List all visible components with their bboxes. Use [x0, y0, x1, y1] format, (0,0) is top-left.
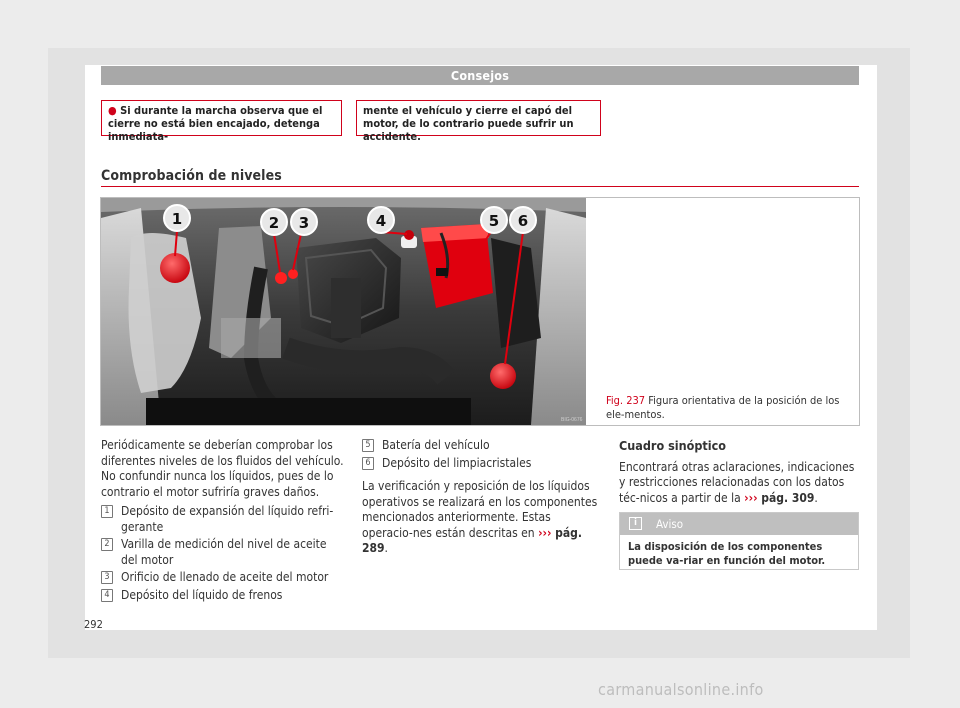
list-item-6 [362, 456, 604, 472]
notice-title: Aviso [656, 517, 684, 531]
item-text-5: Batería del vehículo [382, 438, 490, 452]
list-item-3 [101, 570, 346, 586]
section-title: Comprobación de niveles [101, 168, 282, 184]
callout-2 [261, 209, 287, 235]
list-item-1 [101, 504, 346, 535]
summary-paragraph [619, 460, 861, 507]
notice-box [619, 512, 859, 570]
figure-caption [606, 394, 856, 422]
ref-text: pág. 289 [362, 525, 583, 555]
section-divider [101, 186, 859, 187]
notice-text: La disposición de los componentes puede va-riar en función del motor. [628, 540, 826, 567]
text-column-2 [362, 438, 604, 557]
figure-caption-text: Figura orientativa de la posición de los ele-mentos. [606, 394, 840, 421]
item-text-2: Varilla de medición del nivel de aceite del motor [121, 537, 327, 567]
ref-text: pág. 309 [761, 490, 815, 505]
period: . [814, 490, 818, 505]
item-number-1: 1 [101, 505, 113, 518]
info-icon: i [629, 517, 642, 530]
item-number-3: 3 [101, 571, 113, 584]
callout-layer [101, 198, 586, 425]
page-ref-309[interactable] [744, 491, 814, 505]
verification-text: La verificación y reposición de los líquidos operativos se realizará en los componentes mencionados anteriormente. Estas operacio-nes están descritas en [362, 479, 598, 540]
ref-arrow-icon: ››› [538, 525, 552, 540]
svg-text:1: 1 [171, 210, 183, 228]
photo-code: BIG-0676 [561, 417, 583, 423]
item-text-4: Depósito del líquido de frenos [121, 587, 283, 602]
list-item-2 [101, 537, 346, 568]
chapter-header: Consejos [101, 66, 859, 85]
svg-text:3: 3 [298, 214, 310, 232]
svg-text:6: 6 [517, 212, 529, 230]
text-column-3 [619, 438, 861, 506]
callout-6 [510, 207, 536, 233]
ref-arrow-icon: ››› [744, 490, 758, 505]
summary-heading: Cuadro sinóptico [619, 438, 727, 453]
item-number-4: 4 [101, 589, 113, 602]
warning-bullet: ● [108, 104, 117, 117]
watermark: carmanualsonline.info [598, 680, 764, 699]
warning-text-part2: mente el vehículo y cierre el capó del motor, de lo contrario puede sufrir un accidente. [363, 104, 574, 143]
list-item-4 [101, 588, 346, 604]
warning-text-part1: Si durante la marcha observa que el cierre no está bien encajado, detenga inmediata- [108, 104, 323, 143]
list-item-5 [362, 438, 604, 454]
period: . [384, 541, 388, 555]
figure-label: Fig. 237 [606, 394, 646, 407]
svg-text:4: 4 [375, 212, 387, 230]
svg-text:2: 2 [268, 214, 280, 232]
item-text-3: Orificio de llenado de aceite del motor [121, 570, 329, 584]
notice-header [620, 513, 858, 535]
warning-box-right [356, 100, 601, 143]
item-number-6: 6 [362, 457, 374, 470]
callout-4 [368, 207, 394, 233]
item-text-1: Depósito de expansión del líquido refri-gerante [121, 504, 334, 534]
item-number-5: 5 [362, 439, 374, 452]
callout-1 [164, 205, 190, 231]
callout-3 [291, 209, 317, 235]
warning-box-left [101, 100, 342, 143]
item-text-6: Depósito del limpiacristales [382, 455, 532, 470]
callout-5 [481, 207, 507, 233]
item-number-2: 2 [101, 538, 113, 551]
page-number: 292 [84, 618, 103, 631]
svg-text:5: 5 [488, 212, 500, 230]
text-column-1 [101, 438, 346, 603]
summary-text: Encontrará otras aclaraciones, indicaciones y restricciones relacionadas con los datos téc-nicos a partir de la [619, 459, 855, 505]
intro-paragraph: Periódicamente se deberían comprobar los diferentes niveles de los fluidos del vehículo. No confundir nunca los líquidos, pues de lo contrario el motor sufriría graves daños. [101, 438, 344, 499]
verification-paragraph [362, 479, 604, 557]
